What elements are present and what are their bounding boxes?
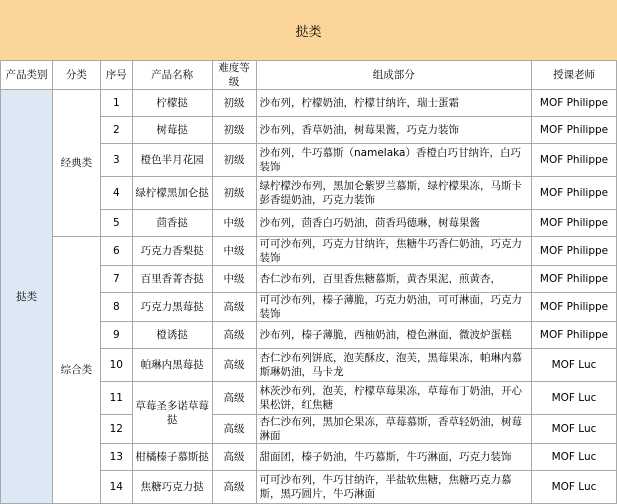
teacher-cell[interactable]: MOF Philippe (532, 117, 617, 144)
product-name-cell[interactable]: 绿柠檬黑加仑挞 (132, 177, 212, 210)
difficulty-cell[interactable]: 高级 (212, 293, 256, 322)
composition-cell[interactable]: 甜面团，榛子奶油，牛巧慕斯，牛巧淋面，巧克力装饰 (256, 444, 532, 471)
composition-cell[interactable]: 可可沙布列，榛子薄脆，巧克力奶油，可可淋面，巧克力装饰 (256, 293, 532, 322)
number-cell[interactable]: 5 (100, 210, 132, 237)
header-number[interactable]: 序号 (100, 61, 132, 90)
composition-cell[interactable]: 杏仁沙布列，百里香焦糖慕斯，黄杏果泥，煎黄杏， (256, 266, 532, 293)
product-name-cell[interactable]: 柠檬挞 (132, 90, 212, 117)
subcategory-composite[interactable]: 综合类 (52, 237, 100, 504)
composition-cell[interactable]: 杏仁沙布列，黑加仑果冻，草莓慕斯，香草轻奶油，树莓淋面 (256, 415, 532, 444)
number-cell[interactable]: 1 (100, 90, 132, 117)
difficulty-cell[interactable]: 初级 (212, 117, 256, 144)
number-cell[interactable]: 4 (100, 177, 132, 210)
teacher-cell[interactable]: MOF Philippe (532, 210, 617, 237)
product-name-cell[interactable]: 巧克力香梨挞 (132, 237, 212, 266)
composition-cell[interactable]: 可可沙布列，巧克力甘纳许，焦糖牛巧香仁奶油，巧克力装饰 (256, 237, 532, 266)
difficulty-cell[interactable]: 初级 (212, 177, 256, 210)
composition-cell[interactable]: 绿柠檬沙布列，黑加仑紫罗兰慕斯，绿柠檬果冻，马斯卡彭香缇奶油，巧克力装饰 (256, 177, 532, 210)
teacher-cell[interactable]: MOF Philippe (532, 144, 617, 177)
number-cell[interactable]: 11 (100, 382, 132, 415)
difficulty-cell[interactable]: 初级 (212, 90, 256, 117)
teacher-cell[interactable]: MOF Luc (532, 471, 617, 504)
composition-cell[interactable]: 可可沙布列，牛巧甘纳许，半盐软焦糖，焦糖巧克力慕斯，黑巧圆片，牛巧淋面 (256, 471, 532, 504)
header-category[interactable]: 产品类别 (1, 61, 53, 90)
difficulty-cell[interactable]: 高级 (212, 471, 256, 504)
category-cell[interactable]: 挞类 (1, 90, 53, 504)
product-name-cell[interactable]: 橙色半月花园 (132, 144, 212, 177)
difficulty-cell[interactable]: 中级 (212, 237, 256, 266)
difficulty-cell[interactable]: 高级 (212, 349, 256, 382)
number-cell[interactable]: 6 (100, 237, 132, 266)
composition-cell[interactable]: 沙布列，茴香白巧奶油，茴香玛德琳，树莓果酱 (256, 210, 532, 237)
header-composition[interactable]: 组成部分 (256, 61, 532, 90)
teacher-cell[interactable]: MOF Luc (532, 415, 617, 444)
table-row (1, 237, 617, 266)
teacher-cell[interactable]: MOF Luc (532, 349, 617, 382)
number-cell[interactable]: 7 (100, 266, 132, 293)
number-cell[interactable]: 10 (100, 349, 132, 382)
sheet-title[interactable]: 挞类 (0, 0, 617, 61)
teacher-cell[interactable]: MOF Philippe (532, 293, 617, 322)
difficulty-cell[interactable]: 高级 (212, 444, 256, 471)
header-product-name[interactable]: 产品名称 (132, 61, 212, 90)
teacher-cell[interactable]: MOF Philippe (532, 90, 617, 117)
product-name-cell[interactable]: 茴香挞 (132, 210, 212, 237)
teacher-cell[interactable]: MOF Philippe (532, 322, 617, 349)
difficulty-cell[interactable]: 初级 (212, 144, 256, 177)
teacher-cell[interactable]: MOF Philippe (532, 237, 617, 266)
number-cell[interactable]: 8 (100, 293, 132, 322)
header-row (1, 61, 617, 90)
composition-cell[interactable]: 沙布列，柠檬奶油，柠檬甘纳许，瑞士蛋霜 (256, 90, 532, 117)
subcategory-classic[interactable]: 经典类 (52, 90, 100, 237)
teacher-cell[interactable]: MOF Luc (532, 444, 617, 471)
product-name-cell[interactable]: 橙诱挞 (132, 322, 212, 349)
product-name-cell[interactable]: 柑橘榛子慕斯挞 (132, 444, 212, 471)
teacher-cell[interactable]: MOF Philippe (532, 177, 617, 210)
header-teacher[interactable]: 授课老师 (532, 61, 617, 90)
teacher-cell[interactable]: MOF Philippe (532, 266, 617, 293)
number-cell[interactable]: 14 (100, 471, 132, 504)
teacher-cell[interactable]: MOF Luc (532, 382, 617, 415)
number-cell[interactable]: 12 (100, 415, 132, 444)
header-difficulty[interactable]: 难度等级 (212, 61, 256, 90)
composition-cell[interactable]: 杏仁沙布列饼底，泡芙酥皮，泡芙，黑莓果冻，帕琳内慕斯琳奶油，马卡龙 (256, 349, 532, 382)
difficulty-cell[interactable]: 中级 (212, 210, 256, 237)
difficulty-cell[interactable]: 高级 (212, 322, 256, 349)
header-subcategory[interactable]: 分类 (52, 61, 100, 90)
product-name-cell[interactable]: 百里香菁杏挞 (132, 266, 212, 293)
difficulty-cell[interactable]: 高级 (212, 415, 256, 444)
product-name-cell[interactable]: 草莓圣多诺草莓挞 (132, 382, 212, 444)
composition-cell[interactable]: 沙布列，牛巧慕斯（namelaka）香橙白巧甘纳许，白巧装饰 (256, 144, 532, 177)
product-name-cell[interactable]: 帕琳内黑莓挞 (132, 349, 212, 382)
product-name-cell[interactable]: 树莓挞 (132, 117, 212, 144)
number-cell[interactable]: 13 (100, 444, 132, 471)
composition-cell[interactable]: 林茨沙布列，泡芙，柠檬草莓果冻，草莓布丁奶油，开心果松饼，红焦糖 (256, 382, 532, 415)
composition-cell[interactable]: 沙布列，榛子薄脆，西柚奶油，橙色淋面，微波炉蛋糕 (256, 322, 532, 349)
table-row (1, 90, 617, 117)
number-cell[interactable]: 3 (100, 144, 132, 177)
number-cell[interactable]: 2 (100, 117, 132, 144)
difficulty-cell[interactable]: 高级 (212, 382, 256, 415)
product-name-cell[interactable]: 焦糖巧克力挞 (132, 471, 212, 504)
composition-cell[interactable]: 沙布列，香草奶油，树莓果酱，巧克力装饰 (256, 117, 532, 144)
number-cell[interactable]: 9 (100, 322, 132, 349)
difficulty-cell[interactable]: 中级 (212, 266, 256, 293)
course-table (0, 60, 617, 504)
product-name-cell[interactable]: 巧克力黑莓挞 (132, 293, 212, 322)
